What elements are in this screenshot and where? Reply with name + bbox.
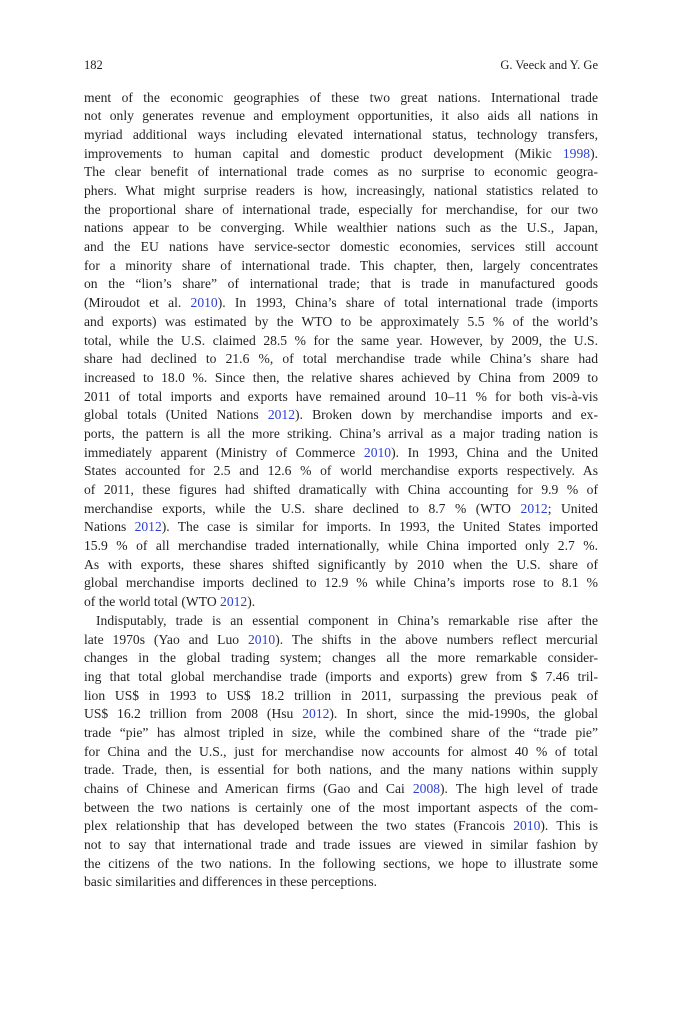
text-line — [84, 873, 598, 892]
text-segment: lion US$ in 1993 to US$ 18.2 trillion in 2011, surpassing the previous peak of — [84, 687, 598, 703]
text-segment: the citizens of the two nations. In the following sections, we hope to illustrate some — [84, 855, 598, 871]
text-line — [84, 444, 598, 463]
citation-link[interactable]: 2010 — [248, 631, 276, 647]
text-segment: nations appear to be converging. While wealthier nations such as the U.S., Japan, — [84, 220, 598, 236]
text-line — [84, 556, 598, 575]
text-segment: not to say that international trade and trade issues are viewed in similar fashion by — [84, 837, 598, 853]
text-segment: total, while the U.S. claimed 28.5 % for the same year. However, by 2009, the U.S. — [84, 332, 598, 348]
text-segment: trade. Trade, then, is essential for both nations, and the many nations within supply — [84, 762, 598, 778]
text-line — [84, 593, 598, 612]
citation-link[interactable]: 2010 — [513, 818, 541, 834]
text-segment: (Miroudot et al. — [84, 295, 191, 311]
text-line — [84, 219, 598, 238]
text-segment: ). This is — [540, 818, 598, 834]
text-line — [84, 518, 598, 537]
text-segment: and the EU nations have service-sector domestic economies, services still account — [84, 239, 598, 255]
text-segment: between the two nations is certainly one of the most important aspects of the com- — [84, 799, 598, 815]
text-line — [84, 294, 598, 313]
text-segment: of 2011, these figures had shifted dramatically with China accounting for 9.9 % of — [84, 482, 598, 498]
text-line — [84, 182, 598, 201]
text-line — [84, 388, 598, 407]
text-line — [84, 238, 598, 257]
text-segment: Nations — [84, 519, 135, 535]
body-text — [84, 89, 598, 893]
text-line — [84, 855, 598, 874]
running-head: G. Veeck and Y. Ge — [500, 58, 598, 72]
text-line — [84, 537, 598, 556]
text-segment: global merchandise imports declined to 12.9 % while China’s imports rose to 8.1 % — [84, 575, 598, 591]
text-segment: late 1970s (Yao and Luo — [84, 631, 248, 647]
text-line — [84, 836, 598, 855]
text-segment: myriad additional ways including elevated international status, technology transfers, — [84, 126, 598, 142]
text-line — [84, 500, 598, 519]
text-line — [84, 275, 598, 294]
text-segment: on the “lion’s share” of international trade; that is trade in manufactured goods — [84, 276, 598, 292]
text-segment: share had declined to 21.6 %, of total merchandise trade while China’s share had — [84, 351, 598, 367]
text-line — [84, 350, 598, 369]
text-segment: improvements to human capital and domestic product development (Mikic — [84, 145, 563, 161]
text-segment: immediately apparent (Ministry of Commerce — [84, 444, 364, 460]
citation-link[interactable]: 2012 — [302, 706, 330, 722]
text-line — [84, 425, 598, 444]
text-segment: ment of the economic geographies of these two great nations. International trade — [84, 89, 598, 105]
text-segment: changes in the global trading system; changes all the more remarkable consider- — [84, 650, 598, 666]
paragraph — [84, 89, 598, 612]
text-line — [84, 743, 598, 762]
text-line — [84, 799, 598, 818]
text-segment: Indisputably, trade is an essential component in China’s remarkable rise after the — [96, 612, 598, 628]
text-line — [84, 89, 598, 108]
text-segment: for a minority share of international trade. This chapter, then, largely concentrates — [84, 257, 598, 273]
text-segment: As with exports, these shares shifted significantly by 2010 when the U.S. share of — [84, 556, 598, 572]
citation-link[interactable]: 2012 — [134, 519, 162, 535]
paragraph — [84, 612, 598, 892]
text-line — [84, 817, 598, 836]
text-line — [84, 332, 598, 351]
text-line — [84, 612, 598, 631]
citation-link[interactable]: 2012 — [520, 500, 548, 516]
text-line — [84, 145, 598, 164]
citation-link[interactable]: 2008 — [412, 781, 441, 797]
text-line — [84, 724, 598, 743]
text-line — [84, 780, 598, 799]
text-line — [84, 107, 598, 126]
text-segment: increased to 18.0 %. Since then, the relative shares achieved by China from 2009 to — [84, 369, 598, 385]
text-line — [84, 631, 598, 650]
text-line — [84, 313, 598, 332]
text-line — [84, 705, 598, 724]
text-line — [84, 126, 598, 145]
citation-link[interactable]: 2010 — [363, 444, 392, 460]
citation-link[interactable]: 1998 — [562, 145, 591, 161]
text-segment: ing that total global merchandise trade (imports and exports) grew from $ 7.46 tril- — [84, 668, 598, 684]
text-segment: ). The case is similar for imports. In 1993, the United States imported — [161, 519, 598, 535]
text-line — [84, 761, 598, 780]
text-segment: plex relationship that has developed between the two states (Francois — [84, 818, 514, 834]
text-line — [84, 201, 598, 220]
text-segment: global totals (United Nations — [84, 407, 268, 423]
text-segment: States accounted for 2.5 and 12.6 % of world merchandise exports respectively. As — [84, 463, 598, 479]
text-segment: ). In short, since the mid-1990s, the global — [329, 706, 598, 722]
text-segment: ). In 1993, China’s share of total international trade (imports — [217, 295, 598, 311]
text-segment: the proportional share of international trade, especially for merchandise, for our two — [84, 201, 598, 217]
text-segment: The clear benefit of international trade comes as no surprise to economic geogra- — [84, 164, 598, 180]
text-segment: chains of Chinese and American firms (Gao and Cai — [84, 781, 413, 797]
text-segment: ). The shifts in the above numbers reflect mercurial — [275, 631, 598, 647]
citation-link[interactable]: 2012 — [220, 594, 248, 610]
text-segment: ports, the pattern is all the more striking. China’s arrival as a major trading nation is — [84, 425, 598, 441]
text-segment: for China and the U.S., just for merchandise now accounts for almost 40 % of total — [84, 743, 598, 759]
text-line — [84, 257, 598, 276]
text-segment: merchandise exports, while the U.S. share declined to 8.7 % (WTO — [84, 500, 521, 516]
text-segment: 2011 of total imports and exports have remained around 10–11 % for both vis-à-vis — [84, 388, 598, 404]
text-line — [84, 369, 598, 388]
text-segment: ). The high level of trade — [440, 781, 598, 797]
text-segment: ; United — [547, 500, 598, 516]
text-segment: 15.9 % of all merchandise traded internationally, while China imported only 2.7 %. — [84, 538, 598, 554]
text-line — [84, 481, 598, 500]
text-segment: ). — [590, 145, 598, 161]
text-line — [84, 687, 598, 706]
text-line — [84, 668, 598, 687]
page-number: 182 — [84, 58, 103, 72]
text-segment: ). In 1993, China and the United — [391, 444, 598, 460]
text-segment: and exports) was estimated by the WTO to be approximately 5.5 % of the world’s — [84, 313, 598, 329]
text-segment: ). Broken down by merchandise imports and ex- — [295, 407, 598, 423]
text-line — [84, 163, 598, 182]
text-line — [84, 574, 598, 593]
text-segment: of the world total (WTO — [84, 594, 221, 610]
citation-link[interactable]: 2012 — [267, 407, 296, 423]
text-line — [84, 649, 598, 668]
text-segment: basic similarities and differences in these perceptions. — [84, 874, 378, 890]
citation-link[interactable]: 2010 — [190, 295, 218, 311]
text-segment: trade “pie” has almost tripled in size, while the combined share of the “trade pie” — [84, 724, 598, 740]
text-line — [84, 462, 598, 481]
text-line — [84, 406, 598, 425]
text-segment: not only generates revenue and employment opportunities, it also aids all nations in — [84, 108, 598, 124]
text-segment: US$ 16.2 trillion from 2008 (Hsu — [84, 706, 303, 722]
text-segment: phers. What might surprise readers is how, increasingly, national statistics related to — [84, 183, 598, 199]
text-segment: ). — [247, 594, 256, 610]
